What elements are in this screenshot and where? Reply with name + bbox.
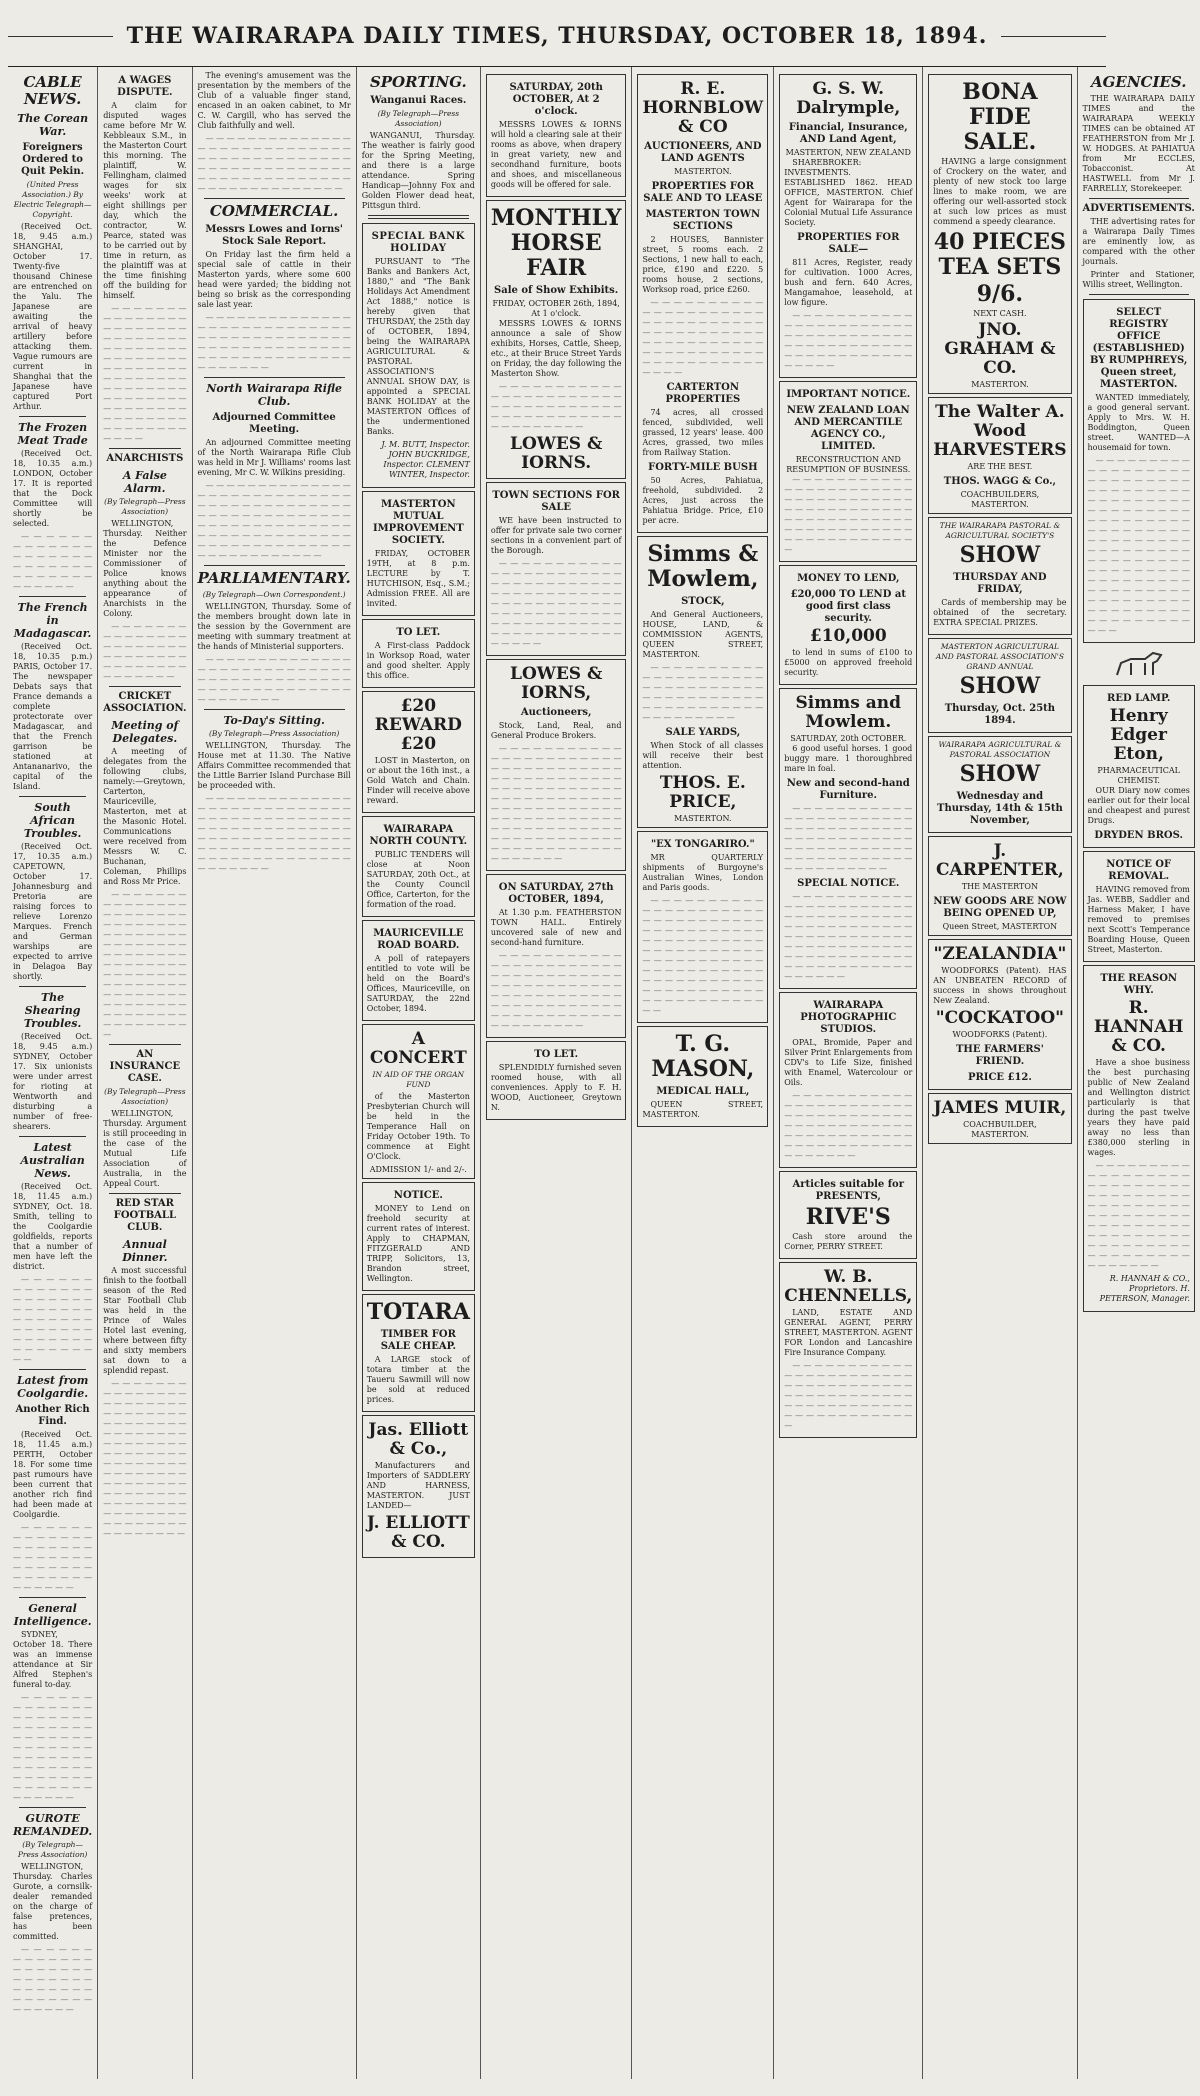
advertisement xyxy=(779,688,917,989)
advertisement xyxy=(637,831,768,1023)
advertisement xyxy=(362,491,475,616)
ad-date: Wednesday and Thursday, 14th & 15th November, xyxy=(937,791,1063,826)
article-body-filler: — — — — — — — — — — — — — — — — — — — — — — — — — — — — — — — — — — — — — — — — — — — — — — — — — — — — — — — — — — — — — — — — — — — — — — — — — — — — — — — — — — — — — — — — — — — — — — — — — — — — — — — — — xyxy=(197,794,351,873)
ad-body: of the Masterton Presbyterian Church will be held in the Temperance Hall on Friday October 19th. To commence at Eight O'Clock. xyxy=(366,1092,470,1161)
advertisement xyxy=(1083,299,1195,643)
advertisement xyxy=(779,74,917,378)
ad-date: FRIDAY, OCTOBER 26th, 1894, At 1 o'clock. xyxy=(492,299,620,318)
ad-headline: £20 REWARD £20 xyxy=(374,696,462,754)
divider xyxy=(19,1136,86,1137)
ad-body: QUEEN STREET, MASTERTON. xyxy=(642,1100,764,1119)
article-body: WELLINGTON, Thursday. Neither the Defence Minister nor the Commissioner of Police knows anything about the appearance of Anarchists in the Colony. xyxy=(103,519,187,618)
ad-title: SELECT REGISTRY OFFICE (ESTABLISHED) BY RUMPHREYS, Queen street, MASTERTON. xyxy=(1090,307,1188,390)
ad-body: When Stock of all classes will receive their best attention. xyxy=(642,741,764,770)
article-credit: (By Telegraph—Press Association) xyxy=(209,729,340,738)
advertisement xyxy=(486,200,627,479)
ad-title: MAURICEVILLE ROAD BOARD. xyxy=(373,928,464,951)
masthead xyxy=(8,6,1106,67)
ad-subtitle: WAIRARAPA AGRICULTURAL & PASTORAL ASSOCIATION xyxy=(938,740,1062,759)
ad-body: A poll of ratepayers entitled to vote will be held on the Board's Offices, Mauriceville, on SATURDAY, the 22nd October, 1894. xyxy=(366,954,470,1013)
ad-subtitle: Financial, Insurance, AND Land Agent, xyxy=(788,122,908,145)
article-subtitle: A False Alarm. xyxy=(122,469,167,495)
ad-body: Have a shoe business the best purchasing public of New Zealand and Wellington district particularly is that during the past twelve years they have paid away no less than £380,000 sterling in wages. xyxy=(1087,1058,1190,1157)
ad-body-filler: — — — — — — — — — — — — — — — — — — — — — — — — — — — — — — — — — — — — — — — — — — — — — — — — — — — — — — — — — — — — — — — — — — — — — — — — — — — — — — — — — — — — xyxy=(784,475,913,554)
article-body: WELLINGTON, Thursday. The House met at 11.30. The Native Affairs Committee recommended that the Little Barrier Island Purchase Bill be proceeded with. xyxy=(197,741,351,790)
ad-subtitle: COACHBUILDERS, MASTERTON. xyxy=(960,490,1040,509)
ad-admission: ADMISSION 1/- and 2/-. xyxy=(369,1165,467,1174)
ad-signature: J. ELLIOTT & CO. xyxy=(366,1513,470,1552)
ad-body: A First-class Paddock in Worksop Road, water and good shelter. Apply this office. xyxy=(366,641,470,680)
ad-headline: SHOW xyxy=(959,542,1041,568)
advertisement xyxy=(362,223,475,488)
divider xyxy=(19,796,86,797)
ad-body: Cash store around the Corner, PERRY STREET. xyxy=(784,1232,913,1251)
ad-body: FRIDAY, OCTOBER 19TH, at 8 p.m. LECTURE by T. HUTCHISON, Esq., S.M.; Admission FREE. All are invited. xyxy=(366,549,470,608)
ad-subtitle: AUCTIONEERS, AND LAND AGENTS xyxy=(644,141,762,164)
ad-headline: Henry Edger Eton, xyxy=(1109,706,1168,764)
ad-headline: G. S. W. Dalrymple, xyxy=(796,79,901,118)
ad-date: SATURDAY, 20th OCTOBER. xyxy=(790,734,907,743)
advertisement xyxy=(362,1294,475,1412)
advertisement xyxy=(928,517,1071,635)
ad-body: MONEY to Lend on freehold security at current rates of interest. Apply to CHAPMAN, FITZGERALD AND TRIPP, Solicitors, 13, Brandon street, Wellington. xyxy=(366,1204,470,1283)
ad-body: THE WAIRARAPA DAILY TIMES and the WAIRARAPA WEEKLY TIMES can be obtained AT FEATHERSTON from Mr J. W. HODGES. At PAHIATUA from Mr ECCLES, Tobacconist. At HASTWELL from Mr J. FARRELLY, Storekeeper. xyxy=(1082,94,1195,193)
article-title: General Intelligence. xyxy=(13,1602,92,1628)
article-body: A claim for disputed wages came before Mr W. Kebbleaux S.M., in the Masterton Court this morning. The plaintiff, W. Fellingham, claimed wages for six weeks' work at eight shillings per day, which the contractor, W. Pearce, stated was to be carried out by time in return, as the plaintiff was at the time finishing off the building for himself. xyxy=(103,101,187,300)
ad-amount: £10,000 xyxy=(809,626,887,646)
ad-city: MASTERTON. xyxy=(674,167,732,176)
divider xyxy=(204,377,345,378)
ad-title: WAIRARAPA NORTH COUNTY. xyxy=(369,824,468,847)
divider xyxy=(19,1597,86,1598)
advertisement xyxy=(486,874,627,1038)
article-title: AN INSURANCE CASE. xyxy=(109,1049,181,1084)
article-title: South African Troubles. xyxy=(23,801,82,840)
ad-subtitle: THE FARMERS' FRIEND. xyxy=(955,1044,1044,1067)
ad-body: OUR Diary now comes earlier out for their local and cheapest and purest Drugs. xyxy=(1087,786,1190,825)
article-title: CRICKET ASSOCIATION. xyxy=(103,691,187,714)
ad-body: 50 Acres, Pahiatua, freehold, subdivided. 2 Acres, just across the Pahiatua Bridge. Price, £10 per acre. xyxy=(642,476,764,525)
article-subtitle: Annual Dinner. xyxy=(122,1238,168,1264)
ad-title: THE REASON WHY. xyxy=(1100,973,1178,996)
ad-body-filler: — — — — — — — — — — — — — — — — — — — — — — — — — — — — — — — — — — — — — — — — — — — — — — — — — — — — — — — — — — — — — — — — — — — — — — — — — — — — — — — — xyxy=(642,298,764,377)
ad-body: And General Auctioneers, HOUSE, LAND, & COMMISSION AGENTS, QUEEN STREET, MASTERTON. xyxy=(642,610,764,659)
article-subtitle: Adjourned Committee Meeting. xyxy=(212,412,336,435)
divider xyxy=(109,448,180,449)
article-credit: (By Telegraph—Press Association) xyxy=(104,1087,186,1106)
ad-signature: JNO. GRAHAM & CO. xyxy=(944,320,1056,378)
article-subtitle: Foreigners Ordered to Quit Pekin. xyxy=(21,142,85,177)
ad-headline: LOWES & IORNS, xyxy=(509,664,603,703)
ad-signature: DRYDEN BROS. xyxy=(1094,830,1183,841)
ad-body: Manufacturers and Importers of SADDLERY AND HARNESS, MASTERTON. JUST LANDED— xyxy=(366,1461,470,1510)
ad-price: PRICE £12. xyxy=(967,1072,1032,1083)
ad-subtitle: MASTERTON AGRICULTURAL AND PASTORAL ASSOCIATION'S GRAND ANNUAL xyxy=(935,642,1064,671)
advertisement xyxy=(928,736,1071,833)
ad-headline: Jas. Elliott & Co., xyxy=(368,1420,469,1459)
ad-subtitle: IN AID OF THE ORGAN FUND xyxy=(372,1070,465,1089)
advertisement xyxy=(928,1093,1071,1144)
ad-body: MESSRS LOWES & IORNS announce a sale of Show exhibits, Horses, Cattle, Sheep, etc., at their Bruce Street Yards on Friday, the day following the Masterton Show. xyxy=(490,319,622,378)
cable-news-heading: CABLE NEWS. xyxy=(23,73,82,108)
article-title: Latest from Coolgardie. xyxy=(16,1374,89,1400)
advertisement xyxy=(362,1182,475,1291)
ad-body: 2 HOUSES, Bannister street, 5 rooms each. 2 Sections, 1 new hall to each, price, £190 and £220. 5 rooms house, 2 sections, Worksop road, price £260. xyxy=(642,235,764,294)
ad-headline: R. E. HORNBLOW & CO xyxy=(642,79,764,137)
ad-body: WANTED immediately, a good general servant. Apply to Mrs. W. H. Boddington, Queen street. WANTED—A housemaid for town. xyxy=(1087,393,1190,452)
ad-headline: £20,000 TO LEND at good first class security. xyxy=(790,589,906,624)
advertisement xyxy=(779,1171,917,1259)
advertisement xyxy=(928,397,1071,514)
advertisement xyxy=(779,992,917,1168)
ad-body-filler: — — — — — — — — — — — — — — — — — — — — — — — — — — — — — — — — — — — — — — — — — — — — — — — — — — — — — — — — — — — — — — — — — — — — — — — — — — — — — — — — — — — — — — — — — — — — — — — — — — — — xyxy=(490,559,622,648)
ad-subtitle: THE MASTERTON xyxy=(961,882,1038,891)
ad-body: 6 good useful horses. 1 good buggy mare. 1 thoroughbred mare in foal. xyxy=(784,744,913,773)
advertisement xyxy=(1083,685,1195,848)
article-body: WELLINGTON, Thursday. Charles Gurote, a cornsilk-dealer remanded on the charge of false pretences, has been committed. xyxy=(13,1862,93,1941)
ad-section-heading: MASTERTON TOWN SECTIONS xyxy=(645,209,761,232)
ad-body-filler: — — — — — — — — — — — — — — — — — — — — — — — — — — — — — — — — — — — — — — — — — — — — — — — — — — — — — — — — — — — — — — — — — — — — — — — — — — — — — — — — — — — — — — — — — — — — — — — — — — — — — xyxy=(784,892,913,981)
advertisement xyxy=(779,1262,917,1438)
ad-headline: The Walter A. Wood HARVESTERS xyxy=(933,402,1067,460)
divider xyxy=(109,1044,180,1045)
divider xyxy=(19,1807,86,1808)
article-body: (Received Oct. 18, 11.45 a.m.) SYDNEY, Oct. 18. Smith, telling to the Coolgardie goldfields, reports that a number of men have left the district. xyxy=(13,1182,93,1271)
article-title: The Frozen Meat Trade xyxy=(17,421,88,447)
article-subtitle: Messrs Lowes and Iorns' Stock Sale Report. xyxy=(205,224,343,247)
divider xyxy=(109,1193,180,1194)
divider xyxy=(204,565,345,566)
columns xyxy=(8,67,1195,2079)
ad-body: HAVING a large consignment of Crockery on the water, and plenty of new stock too large lines to make room, we are offering our well-assorted stock at such low prices as must commend a speedy clearance. xyxy=(933,157,1067,226)
ad-price: 9/6. xyxy=(976,281,1024,307)
ad-body: THE advertising rates for a Wairarapa Daily Times are eminently low, as compared with the other journals. xyxy=(1082,217,1195,266)
masthead-rule-left xyxy=(8,36,113,37)
article-title: North Wairarapa Rifle Club. xyxy=(206,382,342,408)
ad-body-filler: — — — — — — — — — — — — — — — — — — — — — — — — — — — — — — — — — — — — — — — — — — — — — — — — — — — — — — — — — — — — — — — — — — — — — — — — — — — — — — xyxy=(784,1091,913,1160)
ad-signature: R. HANNAH & CO., Proprietors. H. PETERSON, Manager. xyxy=(1099,1274,1190,1303)
ad-body-filler: — — — — — — — — — — — — — — — — — — — — — — — — — — — — — — — — — — — — — — — — — — — — — — — — — — — — — — — — — — — — — — — — — — — — — — — — xyxy=(784,1361,913,1430)
ad-body-filler: — — — — — — — — — — — — — — — — — — — — — — — — — — — — — — — — — — — — — — — — — — — — — — — — — — — — — — — — — — — — — — — — — — — — — — — — — — — — — — — — — — — — — — — — — — — — — — — — — xyxy=(1087,1161,1190,1270)
ad-subtitle: RECONSTRUCTION AND RESUMPTION OF BUSINESS. xyxy=(786,455,911,474)
article-body-filler: — — — — — — — — — — — — — — — — — — — — — — — — — — — — — — — — — — — — — — — — — — — — — — xyxy=(103,622,187,681)
article-body-filler: — — — — — — — — — — — — — — — — — — — — — — — — — — — — — — — — — — — — — — — — — — — — — — — — — — — — — — — — — — — — — — — — — — — — — — — — — — — — — — — — — — — — — — — — — — — — — — — — — — — — — — — — — — — — — — — — xyxy=(103,890,187,1039)
article-body-filler: — — — — — — — — — — — — — — — — — — — — — — — — — — — — — — — — — — — — — — — — xyxy=(13,532,93,591)
column-9 xyxy=(1078,67,1200,2079)
ad-headline: BONA FIDE SALE. xyxy=(962,79,1038,155)
article-body: WANGANUI, Thursday. The weather is fairly good for the Spring Meeting, and there is a large attendance. Spring Handicap—Johnny Fox and Golden Flower dead heat, Pittsgun third. xyxy=(361,131,475,210)
ad-body: 811 Acres, Register, ready for cultivation. 1000 Acres, bush and fern. 640 Acres, Mangamahoe, leasehold, at low figure. xyxy=(784,258,913,307)
ad-body-filler: — — — — — — — — — — — — — — — — — — — — — — — — — — — — — — — — — — — — — — — — — — — — — — — — — — — — — — — — — — — — — — — — xyxy=(784,311,913,370)
divider xyxy=(1089,198,1189,199)
article-body: (Received Oct. 18, 9.45 a.m.) SYDNEY, October 17. Six unionists were under arrest for rioting at Wentworth and disturbing a number of free-shearers. xyxy=(13,1032,93,1131)
article-body: On Friday last the firm held a special sale of cattle in their Masterton yards, where some 600 head were yarded; the bidding not being so brisk as the corresponding sale last year. xyxy=(197,250,351,309)
ad-subtitle: WOODFORKS (Patent). xyxy=(952,1030,1048,1039)
column-3 xyxy=(193,67,357,2079)
article-subtitle: Meeting of Delegates. xyxy=(111,719,179,745)
ad-headline: T. G. MASON, xyxy=(651,1031,755,1082)
advertisement xyxy=(637,1026,768,1127)
ad-body: OPAL, Bromide, Paper and Silver Print Enlargements from CDV's to Life Size, finished with Enamel, Watercolour or Oils. xyxy=(784,1038,913,1087)
advertisement xyxy=(637,74,768,533)
ad-section-heading: SALE YARDS, xyxy=(665,727,741,738)
ad-signature: LOWES & IORNS. xyxy=(509,434,603,473)
ad-body-filler: — — — — — — — — — — — — — — — — — — — — — — — — — — — — — — — — — — — — — — — — — — — — — — — — — — — — — — — — — — — — — — — — — — — — — — — — — — — — — — — — — — — — — — — — — — — — — — — — — — — — — — — — — — — — — — — — — — — — — — — — — — — — — — — — — — — — — — — — — — xyxy=(490,744,622,863)
article-title: The French in Madagascar. xyxy=(13,601,92,640)
article-body-filler: — — — — — — — — — — — — — — — — — — — — — — — — — — — — — — — — — — — — — — — — — — — — — — — — — — — — — — — — — xyxy=(13,1275,93,1364)
article-body-filler: — — — — — — — — — — — — — — — — — — — — — — — — — — — — — — — — — — — — — — — — — — — — — — — xyxy=(13,1523,93,1592)
article-body-filler: — — — — — — — — — — — — — — — — — — — — — — — — — — — — — — — — — — — — — — — — — — — — — — — — — — — — — — — — — — — — — — — — — — — — — — — — — — — xyxy=(13,1693,93,1802)
ad-headline: "COCKATOO" xyxy=(935,1008,1064,1028)
ad-city: MASTERTON, NEW ZEALAND xyxy=(785,148,911,157)
article-body: (Received Oct. 17, 10.35 a.m.) CAPETOWN, October 17. Johannesburg and Pretoria are raising forces to relieve Lorenzo Marques. French and German warships are expected to arrive in Delagoa Bay shortly. xyxy=(13,842,93,981)
ad-body-filler: — — — — — — — — — — — — — — — — — — — — — — — — — — — — — — — — — — — — — — — — — — — — — — — — — — — — — — — — — — — — — — — — — — — — — — — — — — — — — — — — — — — — — — — — — — — — — — — — — — — — — — — — — — — — — — — — — — — — — — — — — — — — — — — — — — — — — — — — — — — — — — — — — — — — — — — — — — — — xyxy=(1087,456,1190,635)
ad-subtitle: COACHBUILDER, MASTERTON. xyxy=(963,1120,1037,1139)
column-6 xyxy=(632,67,774,2079)
ad-body: to lend in sums of £100 to £5000 on approved freehold security. xyxy=(784,648,913,677)
advertisement xyxy=(486,659,627,871)
ad-headline: SHOW xyxy=(959,673,1041,699)
ad-body: At 1.30 p.m. FEATHERSTON TOWN HALL. Entirely uncovered sale of new and second-hand furniture. xyxy=(490,908,622,947)
divider xyxy=(19,1369,86,1370)
ad-signature: J. M. BUTT, Inspector. JOHN BUCKRIDGE, Inspector. CLEMENT WINTER, Inspector. xyxy=(381,440,470,479)
advertisement xyxy=(779,565,917,685)
advertisement xyxy=(1083,965,1195,1312)
divider xyxy=(1089,294,1189,295)
column-1 xyxy=(8,67,98,2079)
ad-subtitle: PHARMACEUTICAL CHEMIST. xyxy=(1097,766,1180,785)
ad-title: TO LET. xyxy=(396,627,441,638)
article-body: (Received Oct. 18, 10.35 a.m.) LONDON, October 17. It is reported that the Dock Committee will shortly be selected. xyxy=(13,449,93,528)
ad-subtitle: THE WAIRARAPA PASTORAL & AGRICULTURAL SOCIETY'S xyxy=(939,521,1061,540)
advertisement xyxy=(928,74,1071,394)
advertisement xyxy=(637,536,768,828)
ad-headline: J. CARPENTER, xyxy=(936,841,1064,880)
ad-body: 74 acres, all crossed fenced, subdivided, well grassed, 12 years' lease. 400 Acres, grassed, two miles from Railway Station. xyxy=(642,408,764,457)
ad-body: LOST in Masterton, on or about the 16th inst., a Gold Watch and Chain. Finder will receive above reward. xyxy=(366,756,470,805)
ad-subtitle: STOCK, xyxy=(681,596,725,607)
article-title: The Corean War. xyxy=(17,112,89,138)
article-title: ANARCHISTS xyxy=(106,453,184,464)
article-body: A meeting of delegates from the following clubs, namely:—Greytown, Carterton, Mauriceville, Masterton, met at the Masonic Hotel. Communications were received from Messrs W. C. Buchanan, Coleman, Phillips and Ross Mr Price. xyxy=(103,747,187,886)
ad-title: NOTICE. xyxy=(393,1190,443,1201)
ad-city: MASTERTON. xyxy=(674,814,732,823)
ad-headline: SHOW xyxy=(959,761,1041,787)
article-title: The Shearing Troubles. xyxy=(23,991,82,1030)
article-body: (Received Oct. 18, 11.45 a.m.) PERTH, October 18. For some time past rumours have been current that another rich find had been made at Coolgardie. xyxy=(13,1430,93,1519)
advertisement xyxy=(486,1041,627,1120)
ad-body: A LARGE stock of totara timber at the Taueru Sawmill will now be sold at reduced prices. xyxy=(366,1355,470,1404)
divider xyxy=(368,215,469,219)
ad-section-heading: SPECIAL NOTICE. xyxy=(797,878,900,889)
ad-city: MASTERTON. xyxy=(971,380,1029,389)
article-body-filler: — — — — — — — — — — — — — — — — — — — — — — — — — — — — — — — — — — — — — — — — — — — — — — — — — — — — — — — — — — — — — — — — — — — — — — — — — — — — — — — — — — — — — — — — — — — — — — — — — — — — — — — — — — — — — — xyxy=(197,481,351,560)
article-body-filler: — — — — — — — — — — — — — — — — — — — — — — — — — — — — — — — — — — — — — — — — — — — — — — — xyxy=(13,1945,93,2014)
ad-section-heading: FORTY-MILE BUSH xyxy=(648,462,758,473)
advertisement xyxy=(362,619,475,688)
article-title: A WAGES DISPUTE. xyxy=(117,75,173,98)
ad-date: THURSDAY AND FRIDAY, xyxy=(953,572,1047,595)
column-2 xyxy=(98,67,192,2079)
ad-title: SPECIAL BANK HOLIDAY xyxy=(371,231,465,254)
masthead-rule-right xyxy=(1001,36,1106,37)
ad-section-heading: PROPERTIES FOR SALE— xyxy=(797,232,900,255)
ad-body: Cards of membership may be obtained of the secretary. EXTRA SPECIAL PRIZES. xyxy=(933,598,1067,627)
article-body-filler: — — — — — — — — — — — — — — — — — — — — — — — — — — — — — — — — — — — — — — — — — — — — — — — — — — — — — — — — — — — — — — — — — — — — — — — — — — — — — — — — — — — — xyxy=(197,134,351,193)
ad-body: Stock, Land, Real, and General Produce Brokers. xyxy=(490,721,622,740)
column-8 xyxy=(923,67,1077,2079)
divider xyxy=(204,709,345,710)
ad-section-heading: PROPERTIES FOR SALE AND TO LEASE xyxy=(643,181,763,204)
ad-title: Articles suitable for PRESENTS, xyxy=(792,1179,904,1202)
article-body: The evening's amusement was the presentation by the members of the Club of a valuable finger stand, encased in an oaken cabinet, to Mr C. W. Cargill, who has served the Club faithfully and well. xyxy=(197,71,351,130)
ad-body: MESSRS LOWES & IORNS will hold a clearing sale at their rooms as above, when drapery in great variety, new and secondhand furniture, boots and shoes, and miscellaneous goods will be offered for sale. xyxy=(490,120,622,189)
ad-headline: 40 PIECES TEA SETS xyxy=(933,229,1066,280)
advertisement xyxy=(779,381,917,562)
ad-body: Printer and Stationer, Willis street, Wellington. xyxy=(1082,270,1195,289)
ad-title: RED LAMP. xyxy=(1107,693,1171,704)
ad-body: WOODFORKS (Patent). HAS AN UNBEATEN RECORD of success in shows throughout New Zealand. xyxy=(933,966,1067,1005)
article-body: (Received Oct. 18, 9.45 a.m.) SHANGHAI, October 17. Twenty-five thousand Chinese are entrenched on the Yalu. The Japanese are awaiting the arrival of heavy artillery before attacking them. Vague rumours are current in Shanghai that the Japanese have captured Port Arthur. xyxy=(13,222,93,411)
advertisement xyxy=(1083,851,1195,962)
article-body: An adjourned Committee meeting of the North Wairarapa Rifle Club was held in Mr J. Williams' rooms last evening, Mr C. W. Wilkins presiding. xyxy=(197,438,351,477)
column-5 xyxy=(481,67,633,2079)
ad-title: NOTICE OF REMOVAL. xyxy=(1106,859,1172,882)
ad-headline: R. HANNAH & CO. xyxy=(1093,998,1184,1056)
article-title: Latest Australian News. xyxy=(20,1141,85,1180)
divider xyxy=(109,686,180,687)
advertisement xyxy=(362,691,475,813)
advertisement xyxy=(486,482,627,656)
ad-headline: "ZEALANDIA" xyxy=(933,944,1067,964)
divider xyxy=(204,198,345,199)
article-credit: (By Telegraph—Own Correspondent.) xyxy=(202,590,346,599)
ad-headline: NEW GOODS ARE NOW BEING OPENED UP, xyxy=(933,896,1067,919)
ad-subtitle: NEXT CASH. xyxy=(973,309,1027,318)
article-credit: (By Telegraph—Press Association) xyxy=(377,109,460,128)
advertisement xyxy=(486,74,627,197)
ad-title: "EX TONGARIRO." xyxy=(650,839,755,850)
masthead-title: THE WAIRARAPA DAILY TIMES, THURSDAY, OCTOBER 18, 1894. xyxy=(126,23,988,49)
agencies-heading: AGENCIES. xyxy=(1090,73,1187,91)
ad-signature: JAMES MUIR, xyxy=(933,1098,1067,1118)
column-4 xyxy=(357,67,481,2079)
ad-body: WE have been instructed to offer for private sale two corner sections in a convenient part of the Borough. xyxy=(490,516,622,555)
article-title: RED STAR FOOTBALL CLUB. xyxy=(113,1198,176,1233)
article-title: PARLIAMENTARY. xyxy=(197,569,351,587)
ad-subtitle: Sale of Show Exhibits. xyxy=(494,285,619,296)
horse-engraving-icon xyxy=(1109,647,1169,681)
article-title: COMMERCIAL. xyxy=(209,202,339,220)
ad-title: TO LET. xyxy=(534,1049,579,1060)
ad-headline: MONTHLY HORSE FAIR xyxy=(490,205,622,281)
divider xyxy=(19,416,86,417)
advertisement xyxy=(362,920,475,1021)
ad-title: SATURDAY, 20th OCTOBER, At 2 o'clock. xyxy=(509,82,603,117)
advertisement xyxy=(928,638,1071,733)
ad-title: IMPORTANT NOTICE. xyxy=(786,389,911,400)
article-body: WELLINGTON, Thursday. Argument is still proceeding in the case of the Mutual Life Association of Australia, in the Appeal Court. xyxy=(103,1109,187,1188)
advertisement xyxy=(362,1024,475,1179)
ad-section-heading: CARTERTON PROPERTIES xyxy=(665,382,741,405)
article-body: SYDNEY, October 18. There was an immense attendance at Sir Alfred Stephen's funeral to-day. xyxy=(13,1630,93,1689)
ad-title: TOWN SECTIONS FOR SALE xyxy=(492,490,620,513)
article-title: GUROTE REMANDED. xyxy=(13,1812,93,1838)
advertisement xyxy=(928,939,1071,1090)
ad-subtitle: Queen Street, MASTERTON xyxy=(942,922,1058,931)
ad-date: Thursday, Oct. 25th 1894. xyxy=(944,703,1056,726)
article-body-filler: — — — — — — — — — — — — — — — — — — — — — — — — — — — — — — — — — — — — — — — — — — — — — — — — — — — — — — — — — — — — — — — — — — — — — — — — — — — — — xyxy=(197,313,351,372)
column-7 xyxy=(774,67,923,2079)
ad-signature: THOS. WAGG & Co., xyxy=(943,476,1057,487)
ad-subtitle: Auctioneers, xyxy=(520,707,592,718)
article-credit: (By Telegraph—Press Association) xyxy=(17,1840,88,1859)
article-body-filler: — — — — — — — — — — — — — — — — — — — — — — — — — — — — — — — — — — — — — — — — — — — — — — — — — — — — — — — — — — — — — — — — — — — — — — — — — — — — — — — — — — — — — — — — — — — — — — — — — — — — — — — — — — — — — — — — — — — — — — — — — — — — — — — xyxy=(103,1379,187,1538)
ad-headline: A CONCERT xyxy=(369,1029,467,1068)
ad-headline: RIVE'S xyxy=(805,1204,891,1230)
ad-body-filler: — — — — — — — — — — — — — — — — — — — — — — — — — — — — — — — — — — — — — — — — — — — — — — — — — — — — — — — — — — — — — — — xyxy=(642,663,764,722)
article-body: WELLINGTON, Thursday. Some of the members brought down late in the session by the Government are meeting with summary treatment at the hands of Ministerial supporters. xyxy=(197,602,351,651)
ad-body: MR QUARTERLY shipments of Burgoyne's Australian Wines, London and Paris goods. xyxy=(642,853,764,892)
article-title: To-Day's Sitting. xyxy=(223,714,325,727)
ad-title: MASTERTON MUTUAL IMPROVEMENT SOCIETY. xyxy=(372,499,464,546)
article-credit: (By Telegraph—Press Association) xyxy=(104,497,186,516)
advertisement xyxy=(362,1415,475,1558)
advertisement xyxy=(362,816,475,917)
ad-subtitle: MEDICAL HALL, xyxy=(656,1086,750,1097)
article-subtitle: Wanganui Races. xyxy=(370,95,467,106)
ad-title: ON SATURDAY, 27th OCTOBER, 1894, xyxy=(498,882,614,905)
ad-headline: WAIRARAPA PHOTOGRAPHIC STUDIOS. xyxy=(800,1000,897,1035)
ad-section-heading: New and second-hand Furniture. xyxy=(786,778,910,801)
ad-body: HAVING removed from Jas. WEBB, Saddler and Harness Maker, I have removed to premises next Scott's Temperance Boarding House, Queen Street, Masterton. xyxy=(1087,885,1190,954)
ad-subtitle: TIMBER FOR SALE CHEAP. xyxy=(380,1329,456,1352)
ad-title: MONEY TO LEND, xyxy=(797,573,900,584)
article-subtitle: Another Rich Find. xyxy=(15,1404,90,1427)
article-body: A most successful finish to the football season of the Red Star Football Club was held in the Prince of Wales Hotel last evening, where between fifty and sixty members sat down to a splendid repast. xyxy=(103,1266,187,1375)
divider xyxy=(19,596,86,597)
ad-body: LAND, ESTATE AND GENERAL AGENT, PERRY STREET, MASTERTON. AGENT FOR London and Lancashire Fire Insurance Company. xyxy=(784,1308,913,1357)
ad-body-filler: — — — — — — — — — — — — — — — — — — — — — — — — — — — — — — — — — — — — — — — — — — — — — — — — — — — — — — — — — — — — — — — — — — — — — — — — — — — — — — — — — — — — — — — — — — — — — — — — — — — — — — — — — — — — — — — — — — — — — — — — — — xyxy=(642,896,764,1015)
article-credit: (United Press Association.) By Electric Telegraph—Copyright. xyxy=(13,180,92,219)
ad-headline: NEW ZEALAND LOAN AND MERCANTILE AGENCY CO., LIMITED. xyxy=(786,405,910,452)
article-body: (Received Oct. 18, 10.35 p.m.) PARIS, October 17. The newspaper Debats says that France demands a complete protectorate over Madagascar, and that the French garrison be stationed at Antananarivo, the capital of the Island. xyxy=(13,642,93,791)
ad-body: PUBLIC TENDERS will close at Noon SATURDAY, 20th Oct., at the County Council Office, Carterton, for the formation of the road. xyxy=(366,850,470,909)
ad-headline: W. B. CHENNELLS, xyxy=(784,1267,913,1306)
ad-body: SPLENDIDLY furnished seven roomed house, with all conveniences. Apply to F. H. WOOD, Auctioneer, Greytown N. xyxy=(490,1063,622,1112)
article-body-filler: — — — — — — — — — — — — — — — — — — — — — — — — — — — — — — — — — — — — — — — — — — — — — — — — — — — — — — — — — — — — — — — — — — — — — — — — — — — — — — — — — — — — — — — — — — — — — — — — — — — — — — — — — — — xyxy=(103,304,187,443)
ad-headline: Simms & Mowlem, xyxy=(647,541,759,592)
article-title: SPORTING. xyxy=(369,73,467,91)
divider xyxy=(19,986,86,987)
ad-body-filler: — — — — — — — — — — — — — — — — — — — — — — — — — — — — — — — — — — — — — — — — — — — — — — — — — — — — — — — — xyxy=(490,382,622,431)
ad-subtitle: ARE THE BEST. xyxy=(967,462,1033,471)
ad-headline: TOTARA xyxy=(366,1299,470,1325)
ad-body: SHAREBROKER: INVESTMENTS. ESTABLISHED 1862. HEAD OFFICE, MASTERTON. Chief Agent for Wairarapa for the Colonial Mutual Life Assurance Society. xyxy=(784,158,913,227)
ad-title: ADVERTISEMENTS. xyxy=(1082,203,1195,214)
ad-signature: THOS. E. PRICE, xyxy=(659,773,746,812)
ad-body: PURSUANT to "The Banks and Bankers Act, 1880," and "The Bank Holidays Act Amendment Act 1888," notice is hereby given that THURSDAY, the 25th day of OCTOBER, 1894, being the WAIRARAPA AGRICULTURAL & PASTORAL ASSOCIATION'S ANNUAL SHOW DAY, is appointed a SPECIAL BANK HOLIDAY at the MASTERTON Offices of the undermentioned Banks. xyxy=(366,257,470,436)
ad-headline: Simms and Mowlem. xyxy=(795,693,901,732)
advertisement xyxy=(928,836,1071,936)
newspaper-page xyxy=(8,6,1195,2084)
article-body-filler: — — — — — — — — — — — — — — — — — — — — — — — — — — — — — — — — — — — — — — — — — — — — — — — — — — — — — — — — — — — — — — — — xyxy=(197,655,351,704)
ad-body-filler: — — — — — — — — — — — — — — — — — — — — — — — — — — — — — — — — — — — — — — — — — — — — — — — — — — — — — — — — — — — — — — — — — — — — — — — — — — — — — — — — — — — — — — — — — — — — xyxy=(490,951,622,1030)
ad-body-filler: — — — — — — — — — — — — — — — — — — — — — — — — — — — — — — — — — — — — — — — — — — — — — — — — — — — — — — — — — — — — — — — — — — — — — — — — — — — — — — — — — xyxy=(784,804,913,873)
